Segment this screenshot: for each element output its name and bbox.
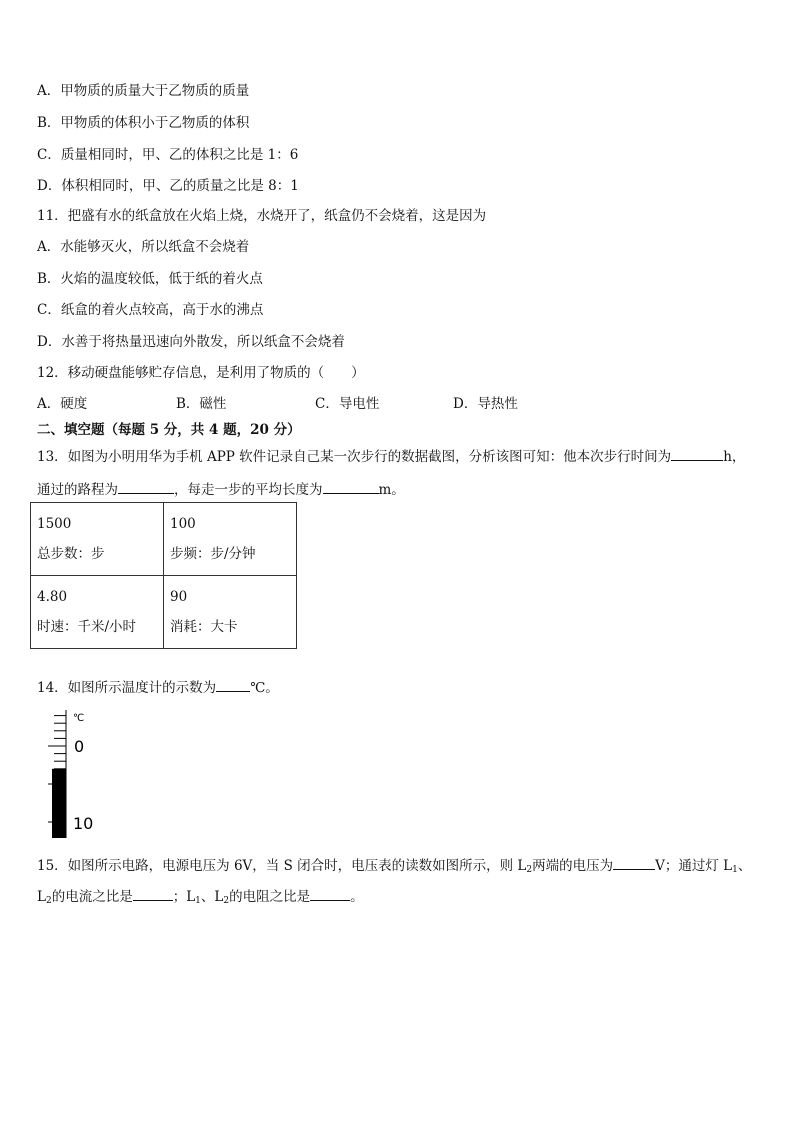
cell-value: 100 (170, 516, 196, 532)
table-cell-cadence (164, 503, 297, 576)
q15-text-8: 、L (200, 889, 224, 905)
q15-sub-l2b: 2 (45, 896, 52, 906)
q10-option-c: C．质量相同时，甲、乙的体积之比是 1：6 (37, 147, 299, 163)
q14-unit: ℃。 (250, 680, 279, 696)
table-cell-total-steps (31, 503, 164, 576)
q13-data-table (30, 502, 297, 649)
cell-value: 1500 (37, 516, 72, 532)
cell-label: 时速：千米/小时 (37, 619, 137, 635)
q15-sub-l1: 1 (732, 865, 738, 875)
q10-option-d: D．体积相同时，甲、乙的质量之比是 8：1 (37, 178, 299, 194)
q12-option-b: B．磁性 (176, 396, 227, 412)
q15-sub-l2: 2 (526, 865, 533, 875)
thermometer-liquid-column (52, 769, 66, 838)
q15-text-10: 。 (350, 889, 364, 905)
q11-stem: 11．把盛有水的纸盒放在火焰上烧，水烧开了，纸盒仍不会烧着，这是因为 (37, 208, 487, 224)
q13-line2 (37, 480, 405, 499)
q13-blank-time[interactable] (671, 447, 723, 461)
q12-option-a: A．硬度 (37, 396, 88, 412)
table-row (31, 576, 297, 649)
q15-sub-l2c: 2 (223, 896, 230, 906)
q15-blank-resistance-ratio[interactable] (310, 887, 350, 901)
q14-line (37, 678, 279, 697)
q15-text-3: V；通过灯 L (655, 858, 733, 874)
cell-value: 4.80 (37, 589, 68, 605)
q15-text-5: L (37, 889, 46, 905)
q15-text-7: ；L (172, 889, 196, 905)
cell-label: 步频：步/分钟 (170, 546, 256, 562)
q13-unit-m: m。 (378, 482, 405, 498)
q13-text-step: ，每走一步的平均长度为 (174, 482, 323, 498)
q13-text-distance: 通过的路程为 (37, 482, 118, 498)
q15-blank-voltage[interactable] (613, 856, 655, 870)
q15-text-9: 的电阻之比是 (229, 889, 311, 905)
thermometer-label-0: 0 (74, 737, 85, 756)
q11-option-a: A．水能够灭火，所以纸盒不会烧着 (37, 239, 250, 255)
cell-label: 消耗：大卡 (170, 619, 238, 635)
q13-line1 (37, 447, 745, 466)
q11-option-b: B．火焰的温度较低，低于纸的着火点 (37, 271, 263, 287)
table-cell-calories (164, 576, 297, 649)
q15-text-6: 的电流之比是 (51, 889, 133, 905)
q13-text: 13．如图为小明用华为手机 APP 软件记录自己某一次步行的数据截图，分析该图可知：他本次步行时间为 (37, 449, 672, 465)
q12-option-d: D．导热性 (453, 396, 518, 412)
q15-text-4: 、 (737, 858, 752, 874)
cell-value: 90 (170, 589, 188, 605)
thermometer-unit-label: ℃ (73, 713, 85, 724)
q15-line2 (37, 887, 364, 910)
q15-sub-l1b: 1 (195, 896, 201, 906)
q13-unit-h: h， (723, 449, 746, 465)
thermometer-label-10: 10 (73, 814, 94, 833)
q15-text-2: 两端的电压为 (532, 858, 614, 874)
q11-option-c: C．纸盒的着火点较高，高于水的沸点 (37, 302, 264, 318)
q12-stem: 12．移动硬盘能够贮存信息，是利用了物质的（ ） (37, 365, 365, 381)
q15-text-1: 15．如图所示电路，电源电压为 6V，当 S 闭合时，电压表的读数如图所示，则 L (37, 858, 527, 874)
q15-line1 (37, 856, 751, 879)
q14-blank-reading[interactable] (216, 678, 250, 692)
table-cell-speed (31, 576, 164, 649)
cell-label: 总步数：步 (37, 546, 105, 562)
q10-option-b: B．甲物质的体积小于乙物质的体积 (37, 115, 250, 131)
table-row (31, 503, 297, 576)
q13-blank-distance[interactable] (118, 480, 174, 494)
q15-blank-current-ratio[interactable] (133, 887, 173, 901)
thermometer-figure (40, 708, 110, 840)
section-heading: 二、填空题（每题 5 分，共 4 题，20 分） (37, 422, 301, 438)
q13-blank-step-length[interactable] (323, 480, 379, 494)
q11-option-d: D．水善于将热量迅速向外散发，所以纸盒不会烧着 (37, 334, 345, 350)
q12-option-c: C．导电性 (315, 396, 380, 412)
q10-option-a: A．甲物质的质量大于乙物质的质量 (37, 83, 250, 99)
q14-text: 14．如图所示温度计的示数为 (37, 680, 217, 696)
